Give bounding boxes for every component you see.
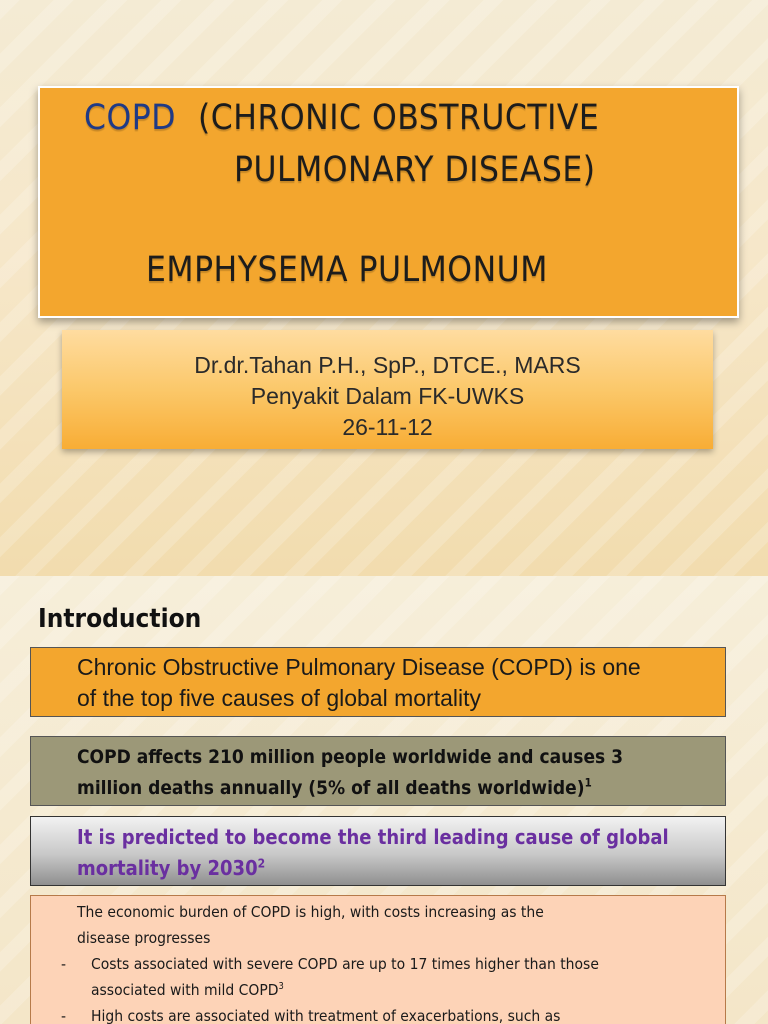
- burden-line-2: disease progresses: [77, 929, 211, 947]
- economic-burden-box: [30, 895, 726, 1024]
- prediction-line-1: It is predicted to become the third leading cause of global: [77, 825, 669, 849]
- burden-line-1: The economic burden of COPD is high, with costs increasing as the: [77, 903, 544, 921]
- bullet-1-line-1: Costs associated with severe COPD are up to 17 times higher than those: [91, 955, 599, 973]
- bullet-2-line-1: High costs are associated with treatment of exacerbations, such as: [91, 1007, 561, 1024]
- title-box: [38, 86, 739, 318]
- title-acronym: COPD: [84, 98, 177, 138]
- bullet-1-line-2: associated with mild COPD: [91, 981, 279, 999]
- author-department: Penyakit Dalam FK-UWKS: [250, 383, 525, 409]
- prediction-line-2: mortality by 2030: [77, 856, 258, 880]
- bullet-1-line-2-wrap: [77, 977, 725, 1003]
- prevalence-line-2-wrap: [77, 773, 725, 804]
- reference-marker: 3: [278, 980, 284, 992]
- prevalence-box: [30, 736, 726, 806]
- mortality-line-1: Chronic Obstructive Pulmonary Disease (COPD) is one: [77, 654, 641, 680]
- introduction-slide: [0, 576, 768, 1024]
- slide-heading: Introduction: [38, 604, 202, 634]
- reference-marker: 2: [257, 856, 266, 871]
- title-line-1-rest: (CHRONIC OBSTRUCTIVE: [198, 98, 600, 138]
- bullet-dash: -: [61, 1007, 67, 1024]
- title-line-3: EMPHYSEMA PULMONUM: [146, 250, 548, 290]
- author-box: [62, 330, 713, 449]
- author-name: Dr.dr.Tahan P.H., SpP., DTCE., MARS: [194, 352, 581, 378]
- prediction-box: [30, 816, 726, 886]
- mortality-line-2: of the top five causes of global mortality: [77, 685, 481, 711]
- presentation-date: 26-11-12: [342, 414, 433, 440]
- title-line-2: PULMONARY DISEASE): [234, 150, 596, 190]
- bullet-dash: -: [61, 955, 67, 973]
- prevalence-line-2: million deaths annually (5% of all deaths worldwide): [77, 777, 585, 799]
- bullet-item: [61, 951, 725, 1003]
- mortality-box: [30, 647, 726, 717]
- prevalence-line-1: COPD affects 210 million people worldwide and causes 3: [77, 746, 624, 768]
- bullet-item: [61, 1003, 725, 1024]
- reference-marker: 1: [584, 775, 592, 790]
- title-line-1: [84, 98, 599, 138]
- prediction-line-2-wrap: [77, 853, 725, 884]
